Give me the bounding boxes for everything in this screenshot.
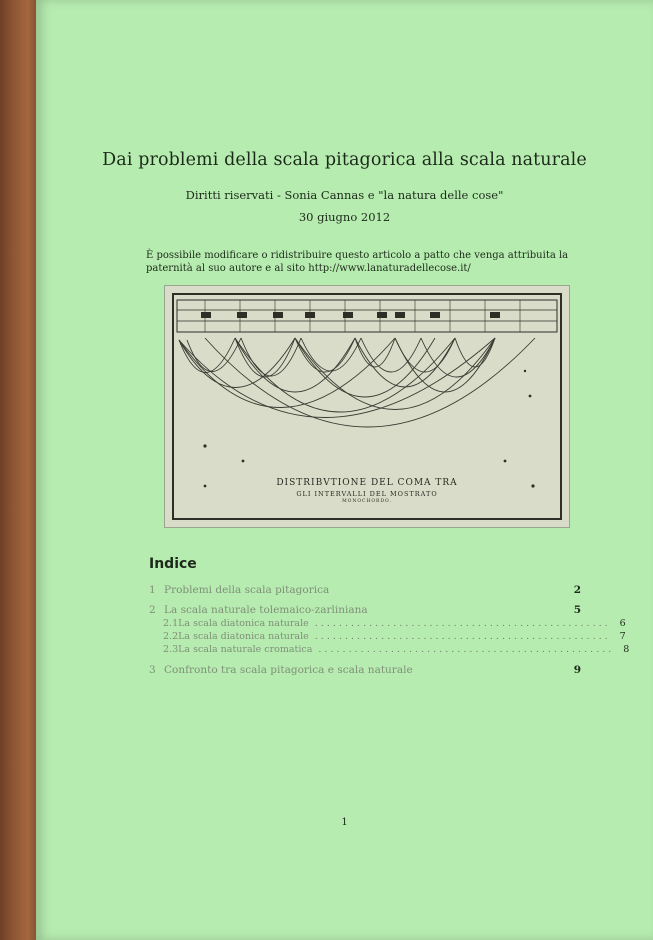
toc-entry-number: 2 xyxy=(149,604,156,616)
toc-subentry[interactable] xyxy=(149,618,626,629)
toc-entry-label: La scala diatonica naturale xyxy=(178,618,309,629)
license-notice: È possibile modificare o ridistribuire questo articolo a patto che venga attribuita la paternità al suo autore e al sito http://www.lanaturadellecose.it/ xyxy=(146,250,569,274)
toc-subentry[interactable] xyxy=(149,631,626,642)
page-number: 1 xyxy=(341,817,348,828)
toc-entry-number: 3 xyxy=(149,664,156,676)
toc-entry[interactable] xyxy=(149,604,581,616)
toc-leader: . . . . . . . . . . . . . . . . . . . . . . . . . . . . . . . . . . . . . . . . . . . . . . . . . xyxy=(314,618,608,629)
document-title: Dai problemi della scala pitagorica alla scala naturale xyxy=(102,150,587,170)
toc-entry-page: 9 xyxy=(573,664,581,676)
toc-entry-label: La scala diatonica naturale xyxy=(178,631,309,642)
monochord-illustration xyxy=(164,285,570,528)
book-binding xyxy=(0,0,40,940)
toc-entry-label: Confronto tra scala pitagorica e scala naturale xyxy=(164,664,413,676)
figure-caption-small: MONOCHORDO. xyxy=(342,499,392,504)
toc-entry-page: 6 xyxy=(619,618,626,629)
toc-leader: . . . . . . . . . . . . . . . . . . . . . . . . . . . . . . . . . . . . . . . . . . . . . . . . . xyxy=(314,631,608,642)
document-subtitle: Diritti riservati - Sonia Cannas e "la natura delle cose" xyxy=(185,188,504,202)
toc-heading: Indice xyxy=(149,556,197,572)
document-date: 30 giugno 2012 xyxy=(298,210,391,224)
toc-entry[interactable] xyxy=(149,584,581,596)
figure-caption-subtitle: GLI INTERVALLI DEL MOSTRATO xyxy=(296,490,438,498)
toc-entry-number: 2.3 xyxy=(163,644,179,655)
toc-entry-number: 2.2 xyxy=(163,631,179,642)
toc-entry-label: La scala naturale cromatica xyxy=(178,644,313,655)
toc-entry-page: 5 xyxy=(573,604,581,616)
toc-entry[interactable] xyxy=(149,664,581,676)
figure-caption-title: DISTRIBVTIONE DEL COMA TRA xyxy=(276,478,458,488)
toc-entry-label: La scala naturale tolemaico-zarliniana xyxy=(164,604,368,616)
toc-leader: . . . . . . . . . . . . . . . . . . . . . . . . . . . . . . . . . . . . . . . . . . . . . . . . . xyxy=(318,644,612,655)
toc-entry-page: 8 xyxy=(623,644,630,655)
toc-entry-page: 7 xyxy=(619,631,626,642)
toc-entry-number: 1 xyxy=(149,584,156,596)
toc-entry-number: 2.1 xyxy=(163,618,179,629)
toc-entry-label: Problemi della scala pitagorica xyxy=(164,584,330,596)
document-page xyxy=(36,0,653,940)
toc-entry-page: 2 xyxy=(573,584,581,596)
toc-subentry[interactable] xyxy=(149,644,630,655)
